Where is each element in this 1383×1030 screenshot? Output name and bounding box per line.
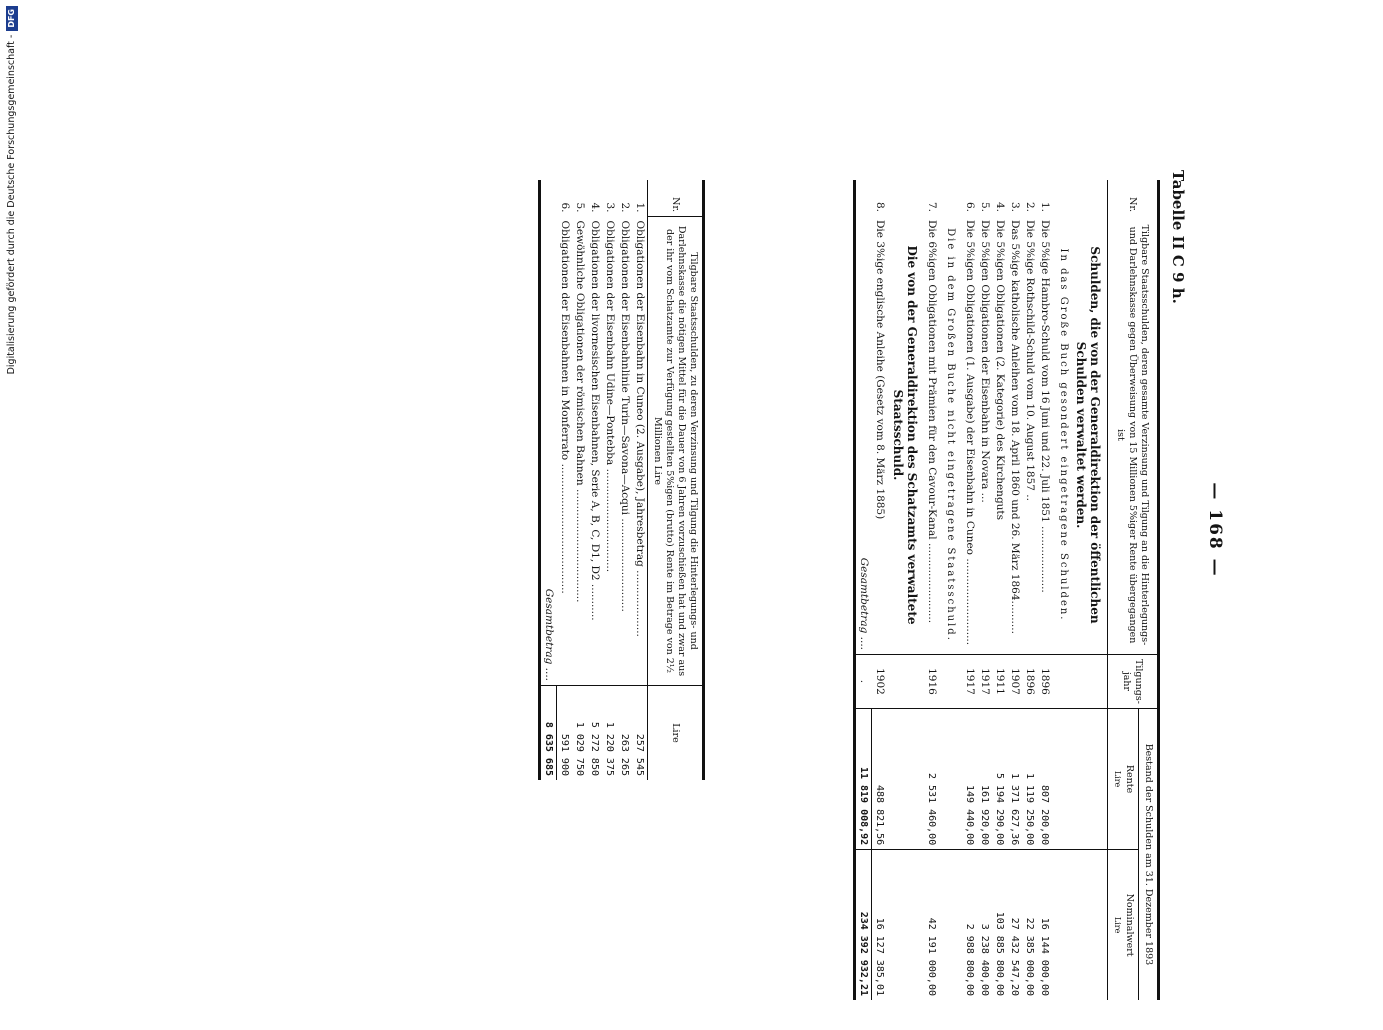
footer-text: Digitalisierung gefördert durch die Deutsche Forschungsgemeinschaft - bbox=[6, 34, 17, 375]
row-rente: 161 920,00 bbox=[977, 708, 992, 849]
total-rente: 11 819 008,92 bbox=[855, 708, 872, 849]
row-nr: 3. bbox=[1009, 201, 1021, 212]
table-row bbox=[1007, 180, 1022, 1000]
row-description: Die 5%igen Obligationen (2. Kategorie) des Kirchenguts bbox=[994, 220, 1006, 521]
table-row bbox=[924, 180, 939, 1000]
row-year: 1911 bbox=[992, 655, 1007, 709]
header-nominal-label: Nominalwert bbox=[1124, 893, 1135, 957]
debt-table-2 bbox=[538, 180, 705, 780]
row-year: 1917 bbox=[977, 655, 992, 709]
dfg-logo: DFG bbox=[6, 6, 18, 31]
row-rente: 5 194 290,00 bbox=[992, 708, 1007, 849]
header-nominal bbox=[1108, 850, 1139, 1000]
header-group: Bestand der Schulden am 31. Dezember 1893 bbox=[1139, 708, 1159, 1000]
row-nr: 8. bbox=[874, 201, 886, 212]
scanned-page bbox=[215, 150, 1225, 1030]
row-rente: 488 821,56 bbox=[872, 708, 888, 849]
section-heading-public-debt: Schulden, die von der Generaldirektion der öffentlichen Schulden verwaltet werden. bbox=[1074, 246, 1102, 624]
total-label: Gesamtbetrag .... bbox=[855, 216, 872, 655]
row-rente: 2 531 460,00 bbox=[924, 708, 939, 849]
header-description-2: Tilgbare Staatsschulden, zu deren Verzinsung und Tilgung die Hinterlegungs- und Darlehnskasse die nötigen Mittel für die Dauer von 6 Jahren vorzuschießen hat und zwar aus der ihr vom Schatzamte zur Verfügung gestellten 5%igen (brutto) Rente im Betrage von 2½ Millionen Lire bbox=[648, 217, 704, 686]
table-row bbox=[872, 180, 888, 1000]
table-row bbox=[992, 180, 1007, 1000]
row-nr: 1. bbox=[1039, 201, 1051, 212]
row-nr: 1. bbox=[634, 202, 646, 213]
digitization-footer bbox=[2, 0, 22, 1000]
table-row bbox=[977, 180, 992, 1000]
table-row bbox=[572, 180, 587, 780]
row-value: 591 900 bbox=[557, 686, 573, 781]
row-description: Die 5%igen Obligationen (1. Ausgabe) der Eisenbahn in Cuneo .......................... bbox=[964, 220, 976, 646]
table-row bbox=[617, 180, 632, 780]
total-value: 8 635 685 bbox=[540, 686, 557, 781]
row-nominal: 103 885 800,00 bbox=[992, 850, 1007, 1000]
row-description: Obligationen der Eisenbahn Udine—Pontebba ............................... bbox=[604, 220, 616, 573]
table-row bbox=[1022, 180, 1037, 1000]
row-nr: 7. bbox=[926, 201, 938, 212]
row-description: Die 6%igen Obligationen mit Prämien für den Cavour-Kanal ........................ bbox=[926, 220, 938, 624]
row-rente: 149 440,00 bbox=[962, 708, 977, 849]
row-nr: 4. bbox=[994, 201, 1006, 212]
section-subheading-registered: In das Große Buch gesondert eingetragene Schulden. bbox=[1058, 248, 1069, 622]
row-nr: 6. bbox=[559, 202, 571, 213]
page-number: — 168 — bbox=[1205, 482, 1225, 578]
row-nominal: 42 191 000,00 bbox=[924, 850, 939, 1000]
section-heading-treasury: Die von der Generaldirektion des Schatzamts verwaltete Staatsschuld. bbox=[891, 245, 919, 625]
header-rente-unit: Lire bbox=[1113, 770, 1122, 788]
header-nominal-unit: Lire bbox=[1113, 916, 1122, 934]
row-nominal: 16 127 385,01 bbox=[872, 850, 888, 1000]
row-nr: 2. bbox=[619, 202, 631, 213]
header-year: Tilgungs-jahr bbox=[1108, 655, 1159, 709]
table-row bbox=[1037, 180, 1052, 1000]
header-nr: Nr. bbox=[1108, 180, 1159, 216]
table-row bbox=[632, 180, 648, 780]
row-year: 1916 bbox=[924, 655, 939, 709]
row-nr: 4. bbox=[589, 202, 601, 213]
row-rente: 807 200,00 bbox=[1037, 708, 1052, 849]
row-description: Die 5%ige Rothschild-Schuld vom 10. August 1857 .. bbox=[1024, 220, 1036, 501]
row-description: Die 5%igen Obligationen der Eisenbahn in Novara ... bbox=[979, 220, 991, 503]
header-nr-2: Nr. bbox=[648, 180, 704, 217]
row-year: 1917 bbox=[962, 655, 977, 709]
row-description: Das 5%ige katholische Anleihen vom 18. April 1860 und 26. März 1864.......... bbox=[1009, 220, 1021, 634]
section-heading-cell bbox=[1052, 216, 1108, 655]
row-value: 1 029 750 bbox=[572, 686, 587, 781]
row-description: Obligationen der Eisenbahnen in Monferrato ....................................... bbox=[559, 220, 571, 594]
total-row bbox=[540, 180, 557, 780]
row-description: Die 3%ige englische Anleihe (Gesetz vom 8. März 1885) bbox=[874, 220, 886, 520]
row-nr: 3. bbox=[604, 202, 616, 213]
row-description: Obligationen der Eisenbahnlinie Turin—Savona—Acqui ............................ bbox=[619, 220, 631, 612]
table-row bbox=[962, 180, 977, 1000]
row-nominal: 27 432 547,20 bbox=[1007, 850, 1022, 1000]
total-nominal: 234 392 932,21 bbox=[855, 850, 872, 1000]
header-unit-2: Lire bbox=[648, 686, 704, 781]
row-nominal: 2 988 800,00 bbox=[962, 850, 977, 1000]
row-year: 1902 bbox=[872, 655, 888, 709]
row-year: 1896 bbox=[1037, 655, 1052, 709]
table-row bbox=[602, 180, 617, 780]
header-rente-label: Rente bbox=[1124, 764, 1135, 794]
row-description: Die 5%ige Hambro-Schuld vom 16 Juni und 22. Juli 1851 .................... bbox=[1039, 220, 1051, 593]
row-nominal: 16 144 000,00 bbox=[1037, 850, 1052, 1000]
total-year: . bbox=[855, 655, 872, 709]
row-rente: 1 371 627,36 bbox=[1007, 708, 1022, 849]
table-label: Tabelle II C 9 h. bbox=[1169, 170, 1187, 304]
row-nr: 5. bbox=[979, 201, 991, 212]
row-value: 1 220 375 bbox=[602, 686, 617, 781]
row-description: Obligationen der Eisenbahn in Cuneo (2. Ausgabe), Jahresbetrag .................... bbox=[634, 220, 646, 637]
row-description: Gewöhnliche Obligationen der römischen Bahnen .................................. bbox=[574, 220, 586, 603]
row-value: 257 545 bbox=[632, 686, 648, 781]
table-row bbox=[557, 180, 573, 780]
total-row bbox=[855, 180, 872, 1000]
row-nr: 6. bbox=[964, 201, 976, 212]
row-nominal: 3 238 400,00 bbox=[977, 850, 992, 1000]
row-value: 5 272 850 bbox=[587, 686, 602, 781]
section-subheading-unregistered: Die in dem Großen Buche nicht eingetragene Staatsschuld. bbox=[945, 228, 956, 642]
debt-table-1 bbox=[853, 180, 1160, 1000]
row-value: 263 265 bbox=[617, 686, 632, 781]
table-row bbox=[587, 180, 602, 780]
header-description: Tilgbare Staatsschulden, deren gesamte Verzinsung und Tilgung an die Hinterlegungs- und Darlehnskasse gegen Überweisung von 15 Millionen 5%iger Rente übergegangen ist bbox=[1108, 216, 1159, 655]
total-label: Gesamtbetrag .... bbox=[540, 217, 557, 686]
row-description: Obligationen der livornesischen Eisenbahnen, Serie A, B, C, D1, D2 ........... bbox=[589, 220, 601, 621]
row-year: 1896 bbox=[1022, 655, 1037, 709]
header-rente bbox=[1108, 708, 1139, 849]
row-nr: 5. bbox=[574, 202, 586, 213]
row-nr: 2. bbox=[1024, 201, 1036, 212]
row-rente: 1 119 250,00 bbox=[1022, 708, 1037, 849]
row-year: 1907 bbox=[1007, 655, 1022, 709]
row-nominal: 22 385 000,00 bbox=[1022, 850, 1037, 1000]
